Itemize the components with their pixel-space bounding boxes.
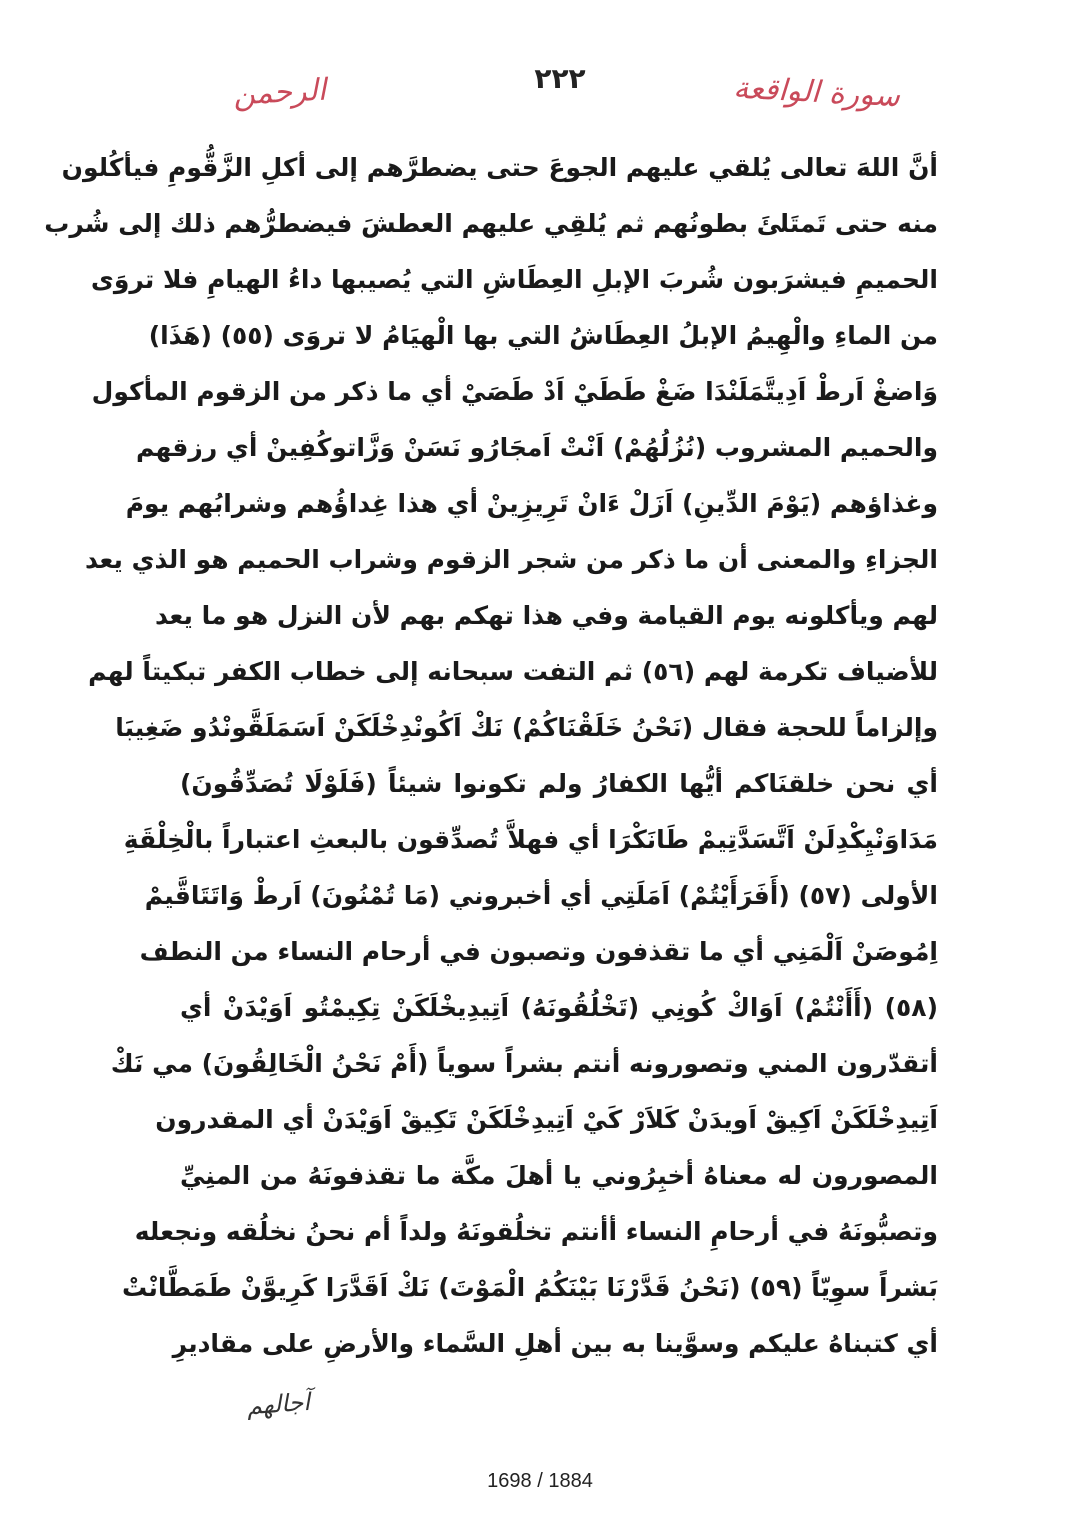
text-line: بَشراً سوِيّاً (٥٩) (نَحْنُ قَدَّرْنَا بَيْنَكُمُ الْمَوْتَ) نَكْ اَقَدَّرَا كَرِيوَّنْ طَمَطَّانْتْ: [122, 1273, 938, 1302]
page-number: ٢٢٢: [534, 62, 586, 95]
page-counter: 1698 / 1884: [487, 1470, 593, 1492]
text-line: المصورون له معناهُ أخبِرُوني يا أهلَ مكَّة ما تقذفونَهُ من المنِيِّ: [180, 1161, 938, 1190]
handwritten-surah-note: سورة الواقعة: [732, 70, 901, 115]
text-line: الحميمِ فيشرَبون شُربَ الإبلِ العِطَاشِ التي يُصيبها داءُ الهيامِ فلا تروَى: [90, 265, 938, 294]
handwritten-footer-note: آجالهم: [245, 1387, 311, 1421]
text-line: (٥٨) (أَأَنْتُمْ) اَوَاكْ كُونِي (تَخْلُقُونَهُ) اَتِيدِيخْلَكَنْ تِكِيمْتُو اَوَيْدَنْ أي: [180, 993, 938, 1022]
text-line: مَدَاوَنْيِكْدِلَنْ اَتَّسَدَّتِيمْ طَانَكْرَا أي فهلاَّ تُصدِّقون بالبعثِ اعتباراً بالْخِلْقَةِ: [123, 825, 938, 854]
text-line: اِمُوصَنْ اَلْمَنِي أي ما تقذفون وتصبون في أرحام النساء من النطف: [139, 937, 938, 966]
text-line: الجزاءِ والمعنى أن ما ذكر من شجر الزقوم وشراب الحميم هو الذي يعد: [84, 545, 938, 574]
text-line: وَاضغْ اَرطْ اَدِيتَّمَلَنْدَا ضَغْ طَطَيْ اَدْ طَصَيْ أي ما ذكر من الزقوم المأكول: [91, 377, 938, 406]
text-line: وتصبُّونَهُ في أرحامِ النساء أأنتم تخلُقونَهُ ولداً أم نحنُ نخلُقه ونجعله: [134, 1217, 938, 1246]
text-line: أي نحن خلقنَاكم أيُّها الكفارُ ولم تكونوا شيئاً (فَلَوْلَا تُصَدِّقُونَ): [180, 769, 938, 798]
text-line: للأضياف تكرمة لهم (٥٦) ثم التفت سبحانه إلى خطاب الكفر تبكيتاً لهم: [88, 657, 938, 686]
text-line: أي كتبناهُ عليكم وسوَّينا به بين أهلِ السَّماء والأرضِ على مقاديرِ: [172, 1329, 938, 1358]
text-line: أنَّ اللهَ تعالى يُلقي عليهم الجوعَ حتى يضطرَّهم إلى أكلِ الزَّقُّومِ فيأكُلون: [61, 153, 938, 182]
text-line: اَتِيدِخْلَكَنْ اَكِيقْ اَويدَنْ كَلاَرْ كَيْ اَتِيدِخْلَكَنْ تَكِيقْ اَوَيْدَنْ أي المقدرون: [155, 1105, 938, 1134]
text-line: وغذاؤهم (يَوْمَ الدِّينِ) اَزَلْ ءَانْ تَرِيزِينْ أي هذا غِداؤُهم وشرابُهم يومَ: [125, 489, 938, 518]
text-line: من الماءِ والْهِيمُ الإبلُ العِطَاشُ التي بها الْهيَامُ لا تروَى (٥٥) (هَذَا): [148, 321, 938, 350]
text-line: الأولى (٥٧) (أَفَرَأَيْتُمْ) اَمَلَتِي أي أخبروني (مَا تُمْنُونَ) اَرطْ وَاتَتَاقَّيمْ: [144, 881, 938, 910]
text-line: أتقدّرون المني وتصورونه أنتم بشراً سوياً (أَمْ نَحْنُ الْخَالِقُونَ) مي نَكْ: [110, 1049, 938, 1078]
body-text: [44, 140, 938, 1372]
text-line: والحميم المشروب (نُزُلُهُمْ) اَنْتْ اَمجَارُو نَسَنْ وَزَّاتوكُفِينْ أي رزقهم: [135, 433, 938, 462]
text-line: منه حتى تَمتَلئَ بطونُهم ثم يُلقِي عليهم العطشَ فيضطرُّهم ذلك إلى شُرب: [44, 209, 938, 238]
handwritten-rahman-note: الرحمن: [232, 72, 327, 113]
text-line: وإلزاماً للحجة فقال (نَحْنُ خَلَقْنَاكُمْ) نَكْ اَكُونْدِخْلَكَنْ اَسَمَلَقَّونْدُو ضَغِيبَا: [115, 713, 938, 742]
text-line: لهم ويأكلونه يوم القيامة وفي هذا تهكم بهم لأن النزل هو ما يعد: [154, 601, 938, 630]
page-header: [0, 56, 1080, 126]
